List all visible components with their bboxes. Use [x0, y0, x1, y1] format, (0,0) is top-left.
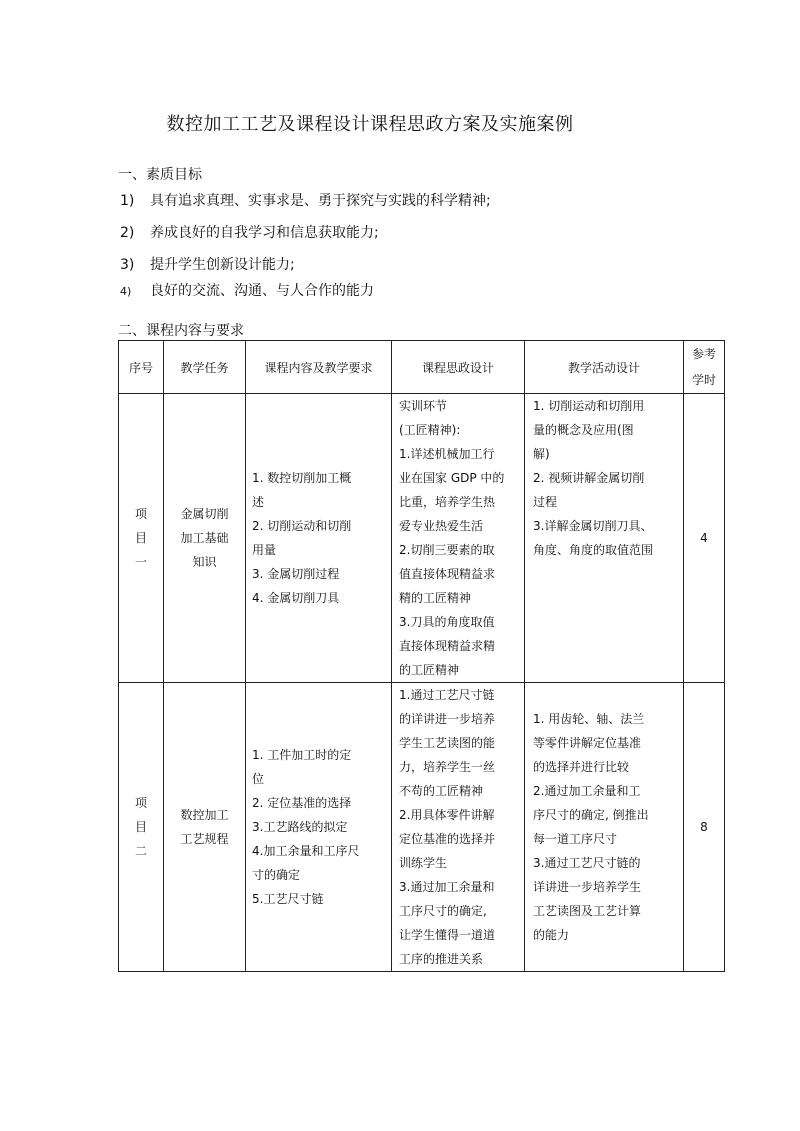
- content-line: 4. 金属切削刀具: [252, 591, 340, 605]
- project-number-char: 项: [134, 507, 147, 521]
- hours-cell: 4: [684, 394, 725, 683]
- project-number-char: 二: [134, 844, 147, 858]
- course-content-table: [118, 340, 725, 972]
- task-cell: [164, 394, 246, 683]
- goal-item: [120, 254, 295, 274]
- goal-item: [120, 190, 491, 210]
- content-line: 用量: [252, 543, 277, 557]
- project-number-char: 项: [134, 796, 147, 810]
- header-num: 序号: [119, 341, 164, 394]
- header-hours-line2: 学时: [691, 373, 716, 387]
- goal-text: 养成良好的自我学习和信息获取能力;: [150, 225, 379, 241]
- ideology-line: 3.刀具的角度取值: [399, 615, 495, 629]
- activity-line: 的选择并进行比较: [533, 760, 630, 774]
- goal-text: 具有追求真理、实事求是、勇于探究与实践的科学精神;: [150, 193, 491, 209]
- activity-line: 过程: [533, 495, 558, 509]
- ideology-line: 的详讲进一步培养: [399, 712, 496, 726]
- header-ideology: 课程思政设计: [392, 341, 525, 394]
- section-heading-course-content: 二、课程内容与要求: [118, 323, 244, 339]
- ideology-line: 2.用具体零件讲解: [399, 808, 495, 822]
- goal-text: 提升学生创新设计能力;: [150, 257, 295, 273]
- ideology-line: 定位基准的选择并: [399, 832, 496, 846]
- activity-line: 3.通过工艺尺寸链的: [533, 856, 641, 870]
- content-line: 寸的确定: [252, 868, 301, 882]
- project-number-cell: [119, 394, 164, 683]
- content-line: 1. 工件加工时的定: [252, 748, 352, 762]
- activity-line: 量的概念及应用(图: [533, 423, 634, 437]
- activity-line: 1. 切削运动和切削用: [533, 399, 645, 413]
- content-line: 2. 切削运动和切削: [252, 519, 352, 533]
- activity-line: 等零件讲解定位基准: [533, 736, 642, 750]
- goal-number: 4): [120, 285, 132, 298]
- content-line: 2. 定位基准的选择: [252, 796, 352, 810]
- ideology-line: 工序的推进关系: [399, 952, 484, 966]
- activity-line: 角度、角度的取值范围: [533, 543, 654, 557]
- content-line: 4.加工余量和工序尺: [252, 844, 360, 858]
- activity-line: 的能力: [533, 928, 570, 942]
- task-line: 金属切削: [180, 507, 229, 521]
- goal-item: [120, 280, 374, 300]
- ideology-line: 比重，培养学生热: [399, 495, 496, 509]
- ideology-line: 的工匠精神: [399, 663, 460, 677]
- goal-text: 良好的交流、沟通、与人合作的能力: [150, 283, 374, 299]
- ideology-line: 让学生懂得一道道: [399, 928, 496, 942]
- header-hours: [684, 341, 725, 394]
- header-content: 课程内容及教学要求: [246, 341, 392, 394]
- content-line: 位: [252, 772, 265, 786]
- ideology-line: 2.切削三要素的取: [399, 543, 495, 557]
- content-line: 述: [252, 495, 265, 509]
- content-cell: [246, 683, 392, 972]
- project-number-char: 目: [134, 531, 147, 545]
- activity-line: 1. 用齿轮、轴、法兰: [533, 712, 645, 726]
- activity-line: 2. 视频讲解金属切削: [533, 471, 645, 485]
- goal-item: [120, 222, 379, 242]
- goal-number: 1): [120, 193, 135, 209]
- task-line: 加工基础: [180, 531, 229, 545]
- header-hours-line1: 参考: [691, 347, 716, 361]
- ideology-line: 1.通过工艺尺寸链: [399, 688, 495, 702]
- section-heading-quality-goals: 一、素质目标: [118, 167, 202, 183]
- ideology-line: 训练学生: [399, 856, 448, 870]
- hours-cell: 8: [684, 683, 725, 972]
- ideology-line: 1.详述机械加工行: [399, 447, 495, 461]
- project-number-char: 一: [134, 555, 147, 569]
- activity-line: 3.详解金属切削刀具、: [533, 519, 653, 533]
- ideology-line: (工匠精神):: [399, 423, 461, 437]
- header-task: 教学任务: [164, 341, 246, 394]
- activity-line: 每一道工序尺寸: [533, 832, 618, 846]
- content-cell: [246, 394, 392, 683]
- ideology-line: 力，培养学生一丝: [399, 760, 496, 774]
- activity-line: 详讲进一步培养学生: [533, 880, 642, 894]
- table-row: [119, 394, 725, 683]
- task-line: 知识: [192, 555, 217, 569]
- ideology-line: 不苟的工匠精神: [399, 784, 484, 798]
- activity-line: 解): [533, 447, 550, 461]
- content-line: 3. 金属切削过程: [252, 567, 340, 581]
- content-line: 5.工艺尺寸链: [252, 892, 324, 906]
- ideology-line: 精的工匠精神: [399, 591, 472, 605]
- ideology-line: 实训环节: [399, 399, 448, 413]
- page-title: 数控加工工艺及课程设计课程思政方案及实施案例: [166, 114, 574, 135]
- goal-number: 3): [120, 257, 135, 273]
- activity-line: 工艺读图及工艺计算: [533, 904, 642, 918]
- project-number-char: 目: [134, 820, 147, 834]
- content-line: 3.工艺路线的拟定: [252, 820, 348, 834]
- task-line: 数控加工: [180, 808, 229, 822]
- ideology-line: 直接体现精益求精: [399, 639, 496, 653]
- activity-cell: [525, 394, 684, 683]
- task-cell: [164, 683, 246, 972]
- ideology-line: 业在国家 GDP 中的: [399, 471, 505, 485]
- header-activity: 教学活动设计: [525, 341, 684, 394]
- ideology-cell: [392, 683, 525, 972]
- ideology-cell: [392, 394, 525, 683]
- activity-line: 序尺寸的确定, 倒推出: [533, 808, 649, 822]
- ideology-line: 爱专业热爱生活: [399, 519, 484, 533]
- ideology-line: 学生工艺读图的能: [399, 736, 496, 750]
- ideology-line: 3.通过加工余量和: [399, 880, 495, 894]
- task-line: 工艺规程: [180, 832, 229, 846]
- content-line: 1. 数控切削加工概: [252, 471, 352, 485]
- ideology-line: 工序尺寸的确定,: [399, 904, 487, 918]
- project-number-cell: [119, 683, 164, 972]
- activity-line: 2.通过加工余量和工: [533, 784, 641, 798]
- ideology-line: 值直接体现精益求: [399, 567, 496, 581]
- goal-number: 2): [120, 225, 135, 241]
- table-row: [119, 683, 725, 972]
- activity-cell: [525, 683, 684, 972]
- table-header-row: [119, 341, 725, 394]
